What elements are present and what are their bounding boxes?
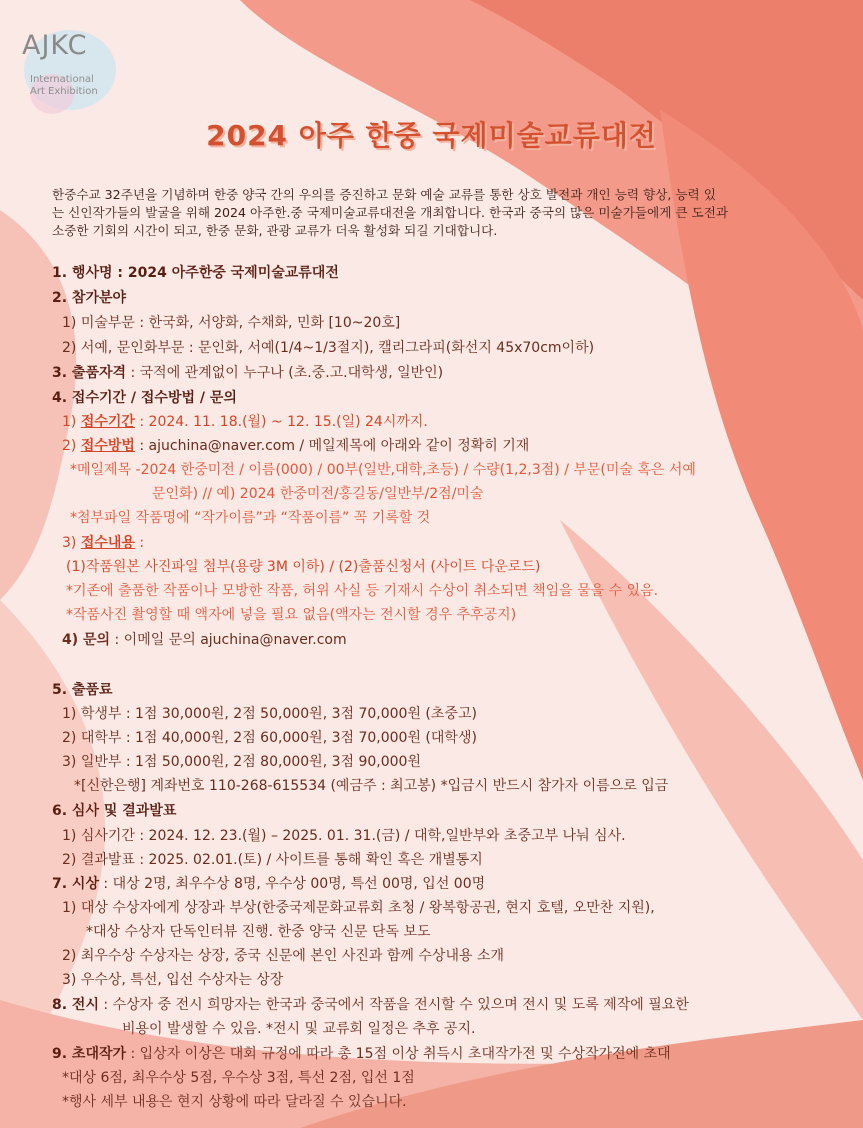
email-subject-note: *메일제목 -2024 한중미전 / 이름(000) / 00부(일반,대학,초등) / 수량(1,2,3점) / 부문(미술 혹은 서예 [70, 462, 696, 478]
section-eligibility: 3. 출품자격 : 국적에 관계없이 누구나 (초.중.고.대학생, 일반인) [52, 365, 444, 381]
section-event-name: 1. 행사명 : 2024 아주한중 국제미술교류대전 [52, 265, 339, 281]
category-art: 1) 미술부문 : 한국화, 서양화, 수채화, 민화 [10~20호] [62, 315, 401, 331]
points-note: *대상 6점, 최우수상 5점, 우수상 3점, 특선 2점, 입선 1점 [62, 1070, 415, 1086]
intro-paragraph [52, 186, 812, 240]
section-invited-artist: 9. 초대작가 : 입상자 이상은 대회 규정에 따라 총 15점 이상 취득시 초대작가전 및 수상작가전에 초대 [52, 1046, 671, 1062]
email-subject-example: 문인화) // 예) 2024 한중미전/홍길동/일반부/2점/미술 [152, 486, 484, 502]
disclaimer: *행사 세부 내용은 현지 상황에 따라 달라질 수 있습니다. [62, 1094, 407, 1110]
fee-university: 2) 대학부 : 1점 40,000원, 2점 60,000원, 3점 70,000원 (대학생) [62, 730, 477, 746]
result-announcement: 2) 결과발표 : 2025. 02.01.(토) / 사이트를 통해 확인 혹은 개별통지 [62, 852, 483, 868]
logo-text: AJKC [22, 30, 88, 61]
submission-content: 3) 접수내용 : [62, 535, 145, 551]
frame-note: *작품사진 촬영할 때 액자에 넣을 필요 없음(액자는 전시할 경우 추후공지) [66, 607, 517, 623]
section-submission: 4. 접수기간 / 접수방법 / 문의 [52, 390, 237, 406]
section-categories: 2. 참가분야 [52, 290, 127, 306]
award-grand: 1) 대상 수상자에게 상장과 부상(한중국제문화교류회 초청 / 왕복항공권, 현지 호텔, 오만찬 지원), [62, 900, 655, 916]
logo [18, 24, 118, 124]
contact: 4) 문의 : 이메일 문의 ajuchina@naver.com [62, 632, 347, 648]
submission-method: 2) 접수방법 : ajuchina@naver.com / 메일제목에 아래와 같이 정확히 기재 [62, 438, 530, 454]
submission-period: 1) 접수기간 : 2024. 11. 18.(월) ~ 12. 15.(일) 24시까지. [62, 414, 428, 430]
plagiarism-note: *기존에 출품한 작품이나 모방한 작품, 허위 사실 등 기재시 수상이 취소되면 책임을 물을 수 있음. [66, 583, 659, 599]
fee-student: 1) 학생부 : 1점 30,000원, 2점 50,000원, 3점 70,000원 (초중고) [62, 706, 477, 722]
award-others: 3) 우수상, 특선, 입선 수상자는 상장 [62, 972, 284, 988]
logo-subtitle: International Art Exhibition [30, 74, 98, 97]
submission-files: (1)작품원본 사진파일 첨부(용량 3M 이하) / (2)출품신청서 (사이트 다운로드) [66, 559, 541, 575]
category-calligraphy: 2) 서예, 문인화부문 : 문인화, 서예(1/4~1/3절지), 캘리그라피(화선지 45x70cm이하) [62, 340, 595, 356]
section-judging: 6. 심사 및 결과발표 [52, 803, 177, 819]
award-grand-note: *대상 수상자 단독인터뷰 진행. 한중 양국 신문 단독 보도 [86, 924, 431, 940]
section-fee: 5. 출품료 [52, 682, 113, 698]
intro-line: 한중수교 32주년을 기념하며 한중 양국 간의 우의를 증진하고 문화 예술 교류를 통한 상호 발전과 개인 능력 향상, 능력 있 [52, 187, 716, 202]
judging-period: 1) 심사기간 : 2024. 12. 23.(월) – 2025. 01. 31.(금) / 대학,일반부와 초중고부 나눠 심사. [62, 828, 626, 844]
attachment-note: *첨부파일 작품명에 “작가이름”과 “작품이름” 꼭 기록할 것 [70, 510, 431, 526]
intro-line: 는 신인작가들의 발굴을 위해 2024 아주한.중 국제미술교류대전을 개최합니다. 한국과 중국의 많은 미술가들에게 큰 도전과 [52, 205, 729, 220]
section-exhibition: 8. 전시 : 수상자 중 전시 희망자는 한국과 중국에서 작품을 전시할 수 있으며 전시 및 도록 제작에 필요한 [52, 997, 689, 1013]
bank-account: *[신한은행] 계좌번호 110-268-615534 (예금주 : 최고봉) *입금시 반드시 참가자 이름으로 입금 [74, 778, 669, 794]
exhibition-note: 비용이 발생할 수 있음. *전시 및 교류회 일정은 추후 공지. [122, 1021, 476, 1037]
award-excellence: 2) 최우수상 수상자는 상장, 중국 신문에 본인 사진과 함께 수상내용 소개 [62, 948, 504, 964]
fee-general: 3) 일반부 : 1점 50,000원, 2점 80,000원, 3점 90,000원 [62, 754, 421, 770]
intro-line: 소중한 기회의 시간이 되고, 한중 문화, 관광 교류가 더욱 활성화 되길 기대합니다. [52, 223, 498, 238]
section-awards: 7. 시상 : 대상 2명, 최우수상 8명, 우수상 00명, 특선 00명, 입선 00명 [52, 876, 486, 892]
page-title: 2024 아주 한중 국제미술교류대전 [206, 119, 657, 152]
